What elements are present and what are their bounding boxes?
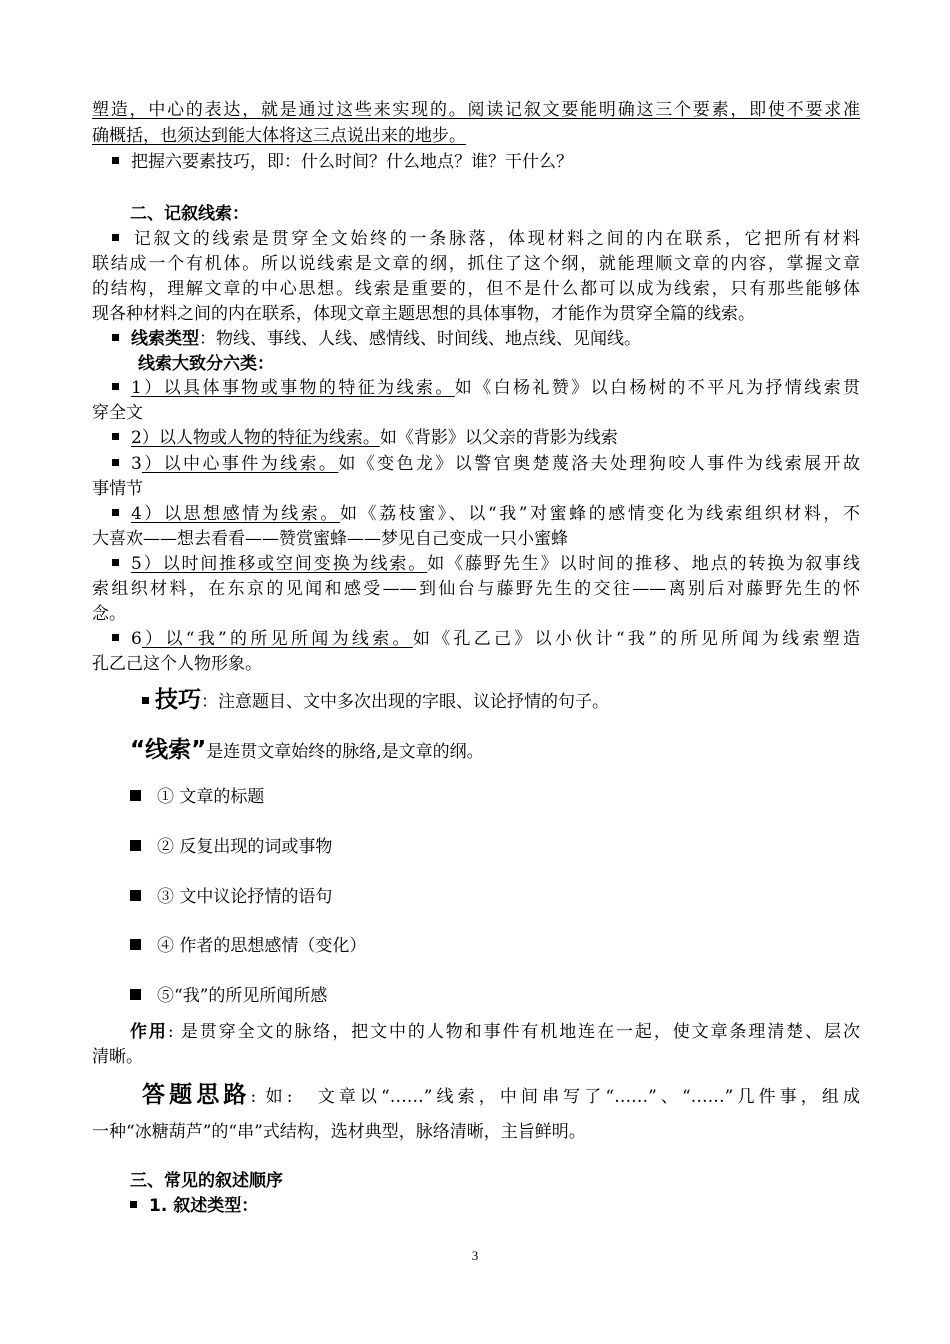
subsection-heading: 1. 叙述类型： <box>130 1194 898 1218</box>
clue-definition: “线索”是连贯文章始终的脉络,是文章的纲。 <box>130 737 484 763</box>
bullet-icon <box>112 157 119 164</box>
clue-item-cont: 念。 <box>92 604 126 624</box>
clue-item: 1）以具体事物或事物的特征为线索。如《白杨礼赞》以白杨树的不平凡为抒情线索贯 <box>112 376 860 400</box>
clue-item-cont: 索组织材料，在东京的见闻和感受——到仙台与藤野先生的交往——离别后对藤野先生的怀 <box>92 579 860 599</box>
paragraph-line: 确概括，也须达到能大体将这三点说出来的地步。 <box>92 126 466 146</box>
clue-item: 4）以思想感情为线索。如《荔枝蜜》、以“我”对蜜蜂的感情变化为线索组织材料，不 <box>112 502 860 526</box>
clue-item: 2）以人物或人物的特征为线索。如《背影》以父亲的背影为线索 <box>112 426 880 450</box>
clue-source-item: ③ 文中议论抒情的语句 <box>130 885 898 909</box>
clue-item: 3）以中心事件为线索。如《变色龙》以警官奥楚蔑洛夫处理狗咬人事件为线索展开故 <box>112 452 860 476</box>
bullet-icon <box>112 509 119 516</box>
clue-source-item: ① 文章的标题 <box>130 785 898 809</box>
effect-line: 作用: 是贯穿全文的脉络，把文中的人物和事件有机地连在一起，使文章条理清楚、层次 <box>130 1022 860 1042</box>
six-types-heading: 线索大致分六类： <box>138 354 274 374</box>
bullet-icon <box>112 334 119 341</box>
bullet-icon <box>130 989 141 1000</box>
clue-source-item: ⑤“我”的所见所闻所感 <box>130 984 898 1008</box>
bullet-icon <box>112 433 119 440</box>
bullet-icon <box>130 840 141 851</box>
bullet-icon <box>130 939 141 950</box>
clue-item-cont: 事情节 <box>92 479 143 499</box>
effect-line: 清晰。 <box>92 1047 143 1067</box>
clue-source-item: ④ 作者的思想感情（变化） <box>130 934 898 958</box>
page-number: 3 <box>471 1248 479 1263</box>
paragraph-line: 记叙文的线索是贯穿全文始终的一条脉落，体现材料之间的内在联系，它把所有材料 <box>112 227 860 251</box>
clue-item-cont: 大喜欢——想去看看——赞赏蜜蜂——梦见自己变成一只小蜜蜂 <box>92 529 568 549</box>
section-heading: 二、记叙线索： <box>130 204 249 224</box>
paragraph-line: 塑造，中心的表达，就是通过这些来实现的。阅读记叙文要能明确这三个要素，即使不要求准 <box>92 100 860 120</box>
bullet-icon <box>130 890 141 901</box>
clue-item-cont: 孔乙己这个人物形象。 <box>92 654 262 674</box>
clue-types: 线索类型：物线、事线、人线、感情线、时间线、地点线、见闻线。 <box>112 327 880 351</box>
section-heading: 三、常见的叙述顺序 <box>130 1171 283 1191</box>
skill-tip: 技巧：注意题目、文中多次出现的字眼、议论抒情的句子。 <box>142 684 910 718</box>
bullet-icon <box>112 234 119 241</box>
bullet-icon <box>130 1201 137 1208</box>
bullet-icon <box>112 459 119 466</box>
clue-source-item: ② 反复出现的词或事物 <box>130 835 898 859</box>
bullet-icon <box>130 790 141 801</box>
bullet-icon <box>142 697 149 704</box>
paragraph-line: 现各种材料之间的内在联系，体现文章主题思想的具体事物，才能作为贯穿全篇的线索。 <box>92 304 755 324</box>
clue-item-cont: 穿全文 <box>92 403 143 423</box>
answer-approach: 答题思路: 如: 文章以“……”线索，中间串写了“……”、“……”几件事，组成 <box>142 1082 860 1108</box>
bullet-icon <box>112 559 119 566</box>
clue-item: 5）以时间推移或空间变换为线索。如《藤野先生》以时间的推移、地点的转换为叙事线 <box>112 552 860 576</box>
answer-approach-cont: 一种“冰糖葫芦”的“串”式结构，选材典型，脉络清晰，主旨鲜明。 <box>92 1122 586 1142</box>
bullet-icon <box>112 383 119 390</box>
paragraph-line: 联结成一个有机体。所以说线索是文章的纲，抓住了这个纲，就能理顺文章的内容，掌握文章 <box>92 254 860 274</box>
bullet-icon <box>112 634 119 641</box>
clue-item: 6）以“我”的所见所闻为线索。如《孔乙己》以小伙计“我”的所见所闻为线索塑造 <box>112 627 860 651</box>
paragraph-line: 的结构，理解文章的中心思想。线索是重要的，但不是什么都可以成为线索，只有那些能够体 <box>92 279 860 299</box>
six-elements-tip: 把握六要素技巧，即：什么时间？什么地点？谁？干什么？ <box>112 150 880 174</box>
